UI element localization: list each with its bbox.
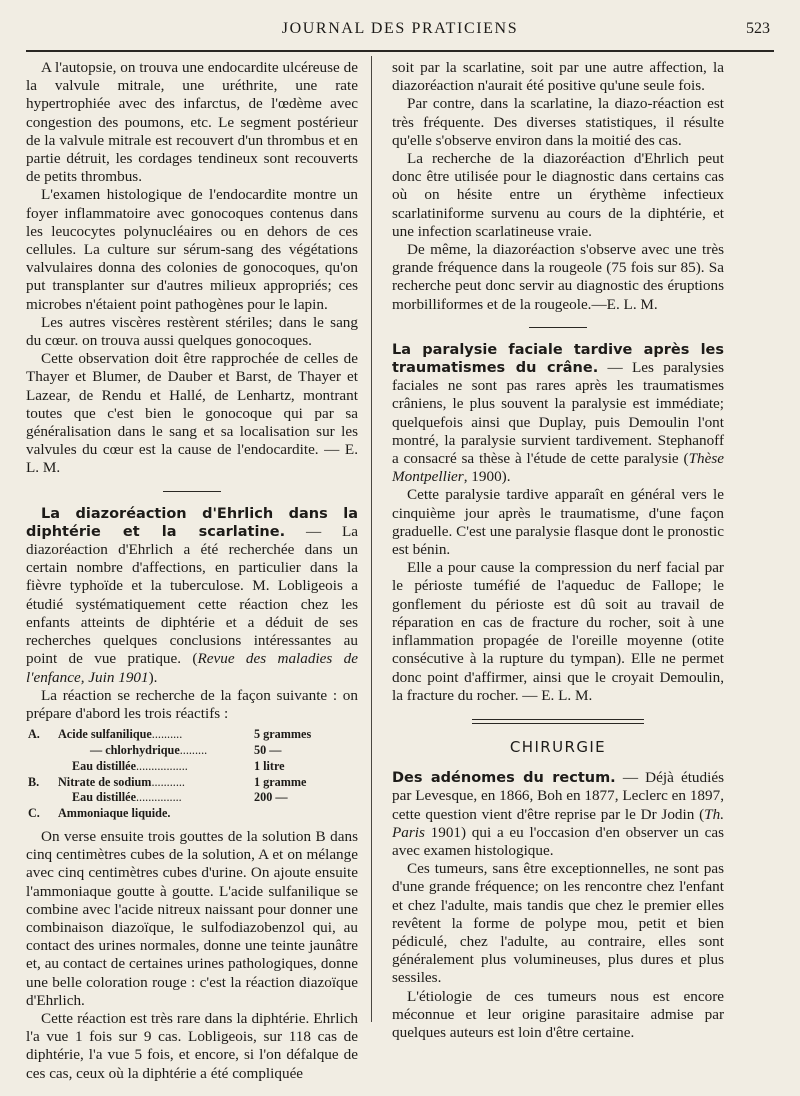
paragraph: soit par la scarlatine, soit par une autre affection, la diazoréaction n'aurait été positive qu'une seule fois. <box>392 59 724 95</box>
article-title: La paralysie faciale tardive après les traumatismes du crâne. <box>392 341 724 377</box>
right-column <box>392 59 724 1042</box>
running-head <box>0 14 800 44</box>
paragraph: Cette paralysie tardive apparaît en général vers le cinquième jour après le traumatisme, d'une façon graduelle. C'est une paralysie flasque dont le pronostic est bénin. <box>392 486 724 559</box>
reagent-row: — chlorhydrique......... 50 — <box>90 742 282 757</box>
article-separator <box>529 327 587 328</box>
paragraph: L'examen histologique de l'endocardite montre un foyer inflammatoire avec gonocoques contenus dans les leucocytes polynucléaires ou en dehors de ces cellules. La culture sur sérum-sang des végétations valvulaires donna des colonies de gonocoques, qu'on put transplanter sur d'autres milieux appropriés; ces microbes n'étaient point pathogènes pour le lapin. <box>26 186 358 313</box>
citation: Revue des maladies de l'enfance, Juin 1901 <box>26 650 358 686</box>
reagent-row: C. Ammoniaque liquide. <box>28 806 171 821</box>
paragraph: On verse ensuite trois gouttes de la solution B dans cinq centimètres cubes de la solution, A et on mélange avec cinq centimètres cubes d'urine. On ajoute ensuite l'ammoniaque goutte à goutte. L'acide sulfanilique se combine avec l'acide nitreux naissant pour donner une combinaison diazoïque, le sulfodiazobenzol qui, au contact des urines normales, donne une teinte jaunâtre et, au contact de certaines urines pathologiques, donne une belle coloration rouge : c'est la réaction diazoïque d'Ehrlich. <box>26 827 358 1009</box>
citation: Th. Paris <box>392 805 724 841</box>
left-column <box>26 59 358 1083</box>
reagent-row: Eau distillée............... 200 — <box>72 790 288 805</box>
article-paragraph: La diazoréaction d'Ehrlich dans la diphtérie et la scarlatine. — La diazoréaction d'Ehrlich a été recherchée dans un certain nombre d'affections, en particulier dans la fièvre typhoïde et la tuberculose. M. Lobligeois a étudié systématiquement cette réaction chez les enfants atteints de diphtérie et a déduit de ses recherches quelques conclusions intéressantes au point de vue pratique. (Revue des maladies de l'enfance, Juin 1901). <box>26 505 358 686</box>
section-separator <box>472 719 644 724</box>
paragraph: A l'autopsie, on trouva une endocardite ulcéreuse de la valvule mitrale, une uréthrite, une rate hypertrophiée avec des infarctus, de l'œdème avec congestion des poumons, etc. Le segment postérieur de la valvule mitrale est recouvert d'un thrombus et en partie détruit, les cordages tendineux sont recouverts de petits thrombus. <box>26 59 358 186</box>
citation: Thèse Montpellier <box>392 450 724 486</box>
paragraph: Par contre, dans la scarlatine, la diazo-réaction est très fréquente. Des diverses statistiques, il résulte qu'elle s'observe environ dans la moitié des cas. <box>392 95 724 149</box>
section-heading: CHIRURGIE <box>509 737 607 756</box>
reagent-row: A. Acide sulfanilique.......... 5 grammes <box>28 727 312 742</box>
article-title: Des adénomes du rectum. <box>392 770 616 787</box>
paragraph: Les autres viscères restèrent stériles; dans le sang du cœur. on trouva aussi quelques gonocoques. <box>26 313 358 350</box>
paragraph: La réaction se recherche de la façon suivante : on prépare d'abord les trois réactifs : <box>26 686 358 722</box>
paragraph: La recherche de la diazoréaction d'Ehrlich peut donc être utilisée pour le diagnostic dans certains cas où on hésite entre un érythème infectieux scarlatiniforme survenu au cours de la diphtérie, et une infection scarlatineuse vraie. <box>392 150 724 240</box>
page-number: 523 <box>746 20 770 37</box>
article-separator <box>163 491 221 492</box>
reagent-row: Eau distillée................. 1 litre <box>72 758 285 773</box>
header-rule <box>26 50 774 52</box>
article-paragraph: La paralysie faciale tardive après les traumatismes du crâne. — Les paralysies faciales ne sont pas rares après les traumatismes crâniens, le plus souvent la paralysie est immédiate; quelquefois ainsi que Duplay, puis Demoulin l'ont montré, la paralysie survient tardivement. Stephanoff a consacré sa thèse à l'étude de cette paralysie (Thèse Montpellier, 1900). <box>392 341 724 486</box>
reagent-list <box>26 727 358 822</box>
article-paragraph: Des adénomes du rectum. — Déjà étudiés par Levesque, en 1866, Boh en 1877, Leclerc en 1897, cette question vient d'être reprise par le Dr Jodin (Th. Paris 1901) qui a eu l'occasion d'en observer un cas avec examen histologique. <box>392 769 724 859</box>
paragraph: Cette réaction est très rare dans la diphtérie. Ehrlich l'a vue 1 fois sur 9 cas. Lobligeois, sur 118 cas de diphtérie, l'a vue 5 fois, et encore, si l'on défalque de ces cas, ceux où la diphtérie a été compliquée <box>26 1009 358 1082</box>
paragraph: L'étiologie de ces tumeurs nous est encore méconnue et leur origine parasitaire admise par quelques auteurs est loin d'être certaine. <box>392 987 724 1041</box>
paragraph: De même, la diazoréaction s'observe avec une très grande fréquence dans la rougeole (75 fois sur 85). Sa recherche peut donc servir au diagnostic des éruptions morbilliformes et de la rougeole.—E. L. M. <box>392 241 724 313</box>
reagent-row: B. Nitrate de sodium........... 1 gramme <box>28 774 307 789</box>
article-title: La diazoréaction d'Ehrlich dans la diphtérie et la scarlatine. <box>26 505 358 540</box>
paragraph: Elle a pour cause la compression du nerf facial par le périoste tuméfié de l'aqueduc de Fallope; le gonflement du périoste est dû soit au travail de réparation en cas de fracture du rocher, soit à une inflammation propagée de l'oreille moyenne (otite consécutive à la rupture du tympan). Elle ne permet donc point d'affirmer, ainsi que le croyait Demoulin, la fracture du rocher. — E. L. M. <box>392 559 724 704</box>
paragraph: Ces tumeurs, sans être exceptionnelles, ne sont pas d'une grande fréquence; on les rencontre chez l'enfant et chez l'adulte, mais tandis que chez le premier elles revêtent la forme de polype mou, petit et bien pédiculé, chez l'adulte, au contraire, elles sont généralement plus volumineuses, plus dures et plus sessiles. <box>392 860 724 987</box>
journal-title: JOURNAL DES PRATICIENS <box>281 20 519 37</box>
paragraph: Cette observation doit être rapprochée de celles de Thayer et Blumer, de Dauber et Barst, de Thayer et Lazear, de Rendu et Hallé, de Lenhartz, montrant toutes que c'est bien le gonocoque qui par sa généralisation dans le sang et sa localisation sur les valvules du cœur est la cause de l'endocardite. — E. L. M. <box>26 350 358 477</box>
column-divider <box>371 56 372 1022</box>
